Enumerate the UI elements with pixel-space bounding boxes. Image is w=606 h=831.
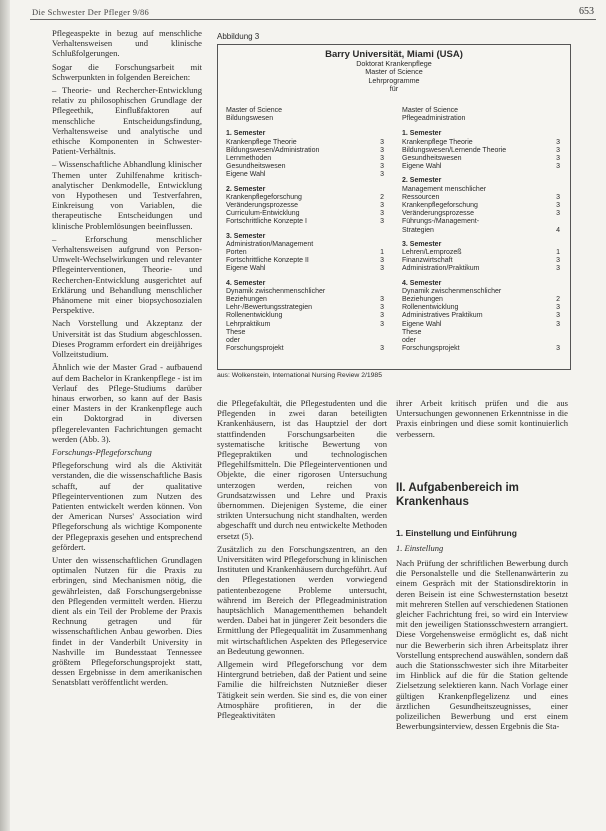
course-row (402, 321, 560, 329)
course-hours: 3 (556, 146, 560, 154)
program-line: Master of Science (402, 107, 459, 114)
paragraph: Allgemein wird Pflegeforschung vor dem Hintergrund betrieben, daß der Patient und seine Familie die hilfreichsten Nutznießer dieser Tätigkeit sein werden. Sie sind es, die von einer Atmosphäre profitieren, in der die Pflegeaktivitäten (217, 659, 387, 721)
course-row (226, 312, 384, 320)
semester-list (226, 130, 384, 353)
text-column-2 (217, 398, 387, 723)
course-hours: 4 (556, 226, 560, 234)
course-row (402, 257, 560, 265)
course-row (402, 345, 560, 353)
course-row (402, 139, 560, 147)
course-row (402, 163, 560, 171)
course-name: Strategien (402, 226, 434, 234)
course-row (402, 202, 560, 210)
sub-sub-heading: 1. Einstellung (396, 543, 444, 553)
section-heading: II. Aufgabenbereich im Krankenhaus (396, 482, 519, 508)
paragraph: – Theorie- und Rechercher-Entwicklung relativ zu philosophischen Grundlage der Pflegeethik, Einflußfaktoren auf menschliche Entscheidungsfindung, Verhaltensweise und analytische und ethische Komponenten in Schwester-Patient-Verhältnis. (52, 85, 202, 157)
course-row (226, 304, 384, 312)
course-name: Administration/Praktikum (402, 265, 480, 273)
course-row (402, 186, 560, 194)
course-name: Rollenentwicklung (226, 312, 283, 320)
course-row (226, 265, 384, 273)
semester-title: 4. Semester (226, 279, 266, 287)
course-hours (378, 288, 384, 296)
course-hours (378, 241, 384, 249)
course-name: These (226, 328, 246, 336)
course-row (402, 312, 560, 320)
paragraph: Sogar die Forschungsarbeit mit Schwerpunkten in folgenden Bereichen: (52, 61, 202, 82)
figure-label: Abbildung 3 (217, 32, 260, 41)
course-hours: 1 (380, 249, 384, 257)
course-name: Dynamik zwischenmenschlicher (402, 287, 502, 295)
semester-title: 4. Semester (402, 279, 442, 287)
text-column-3 (396, 398, 568, 442)
course-hours (554, 337, 560, 345)
course-name: Krankenpflegeforschung (402, 202, 478, 210)
semester-block (402, 130, 560, 171)
semester-block (226, 130, 384, 179)
figure-box (217, 44, 571, 370)
course-hours: 3 (556, 304, 560, 312)
course-name: Dynamik zwischenmenschlicher (226, 287, 326, 295)
course-hours: 3 (380, 304, 384, 312)
course-hours (554, 329, 560, 337)
course-name: Veränderungsprozesse (226, 202, 298, 210)
paragraph: ihrer Arbeit kritisch prüfen und die aus Untersuchungen gewonnenen Erkenntnisse in die Praxis einbringen und diese somit kontinuierlich verbessern. (396, 398, 568, 439)
paragraph: Pflegeaspekte in bezug auf menschliche Verhaltensweisen und klinische Schlußfolgerungen. (52, 28, 202, 59)
figure-source: aus: Wolkenstein, International Nursing Review 2/1985 (217, 372, 382, 379)
course-name: Management menschlicher (402, 185, 487, 193)
course-name: Fortschrittliche Konzepte II (226, 257, 309, 265)
course-row (226, 155, 384, 163)
page-spine (0, 0, 10, 831)
semester-block (226, 186, 384, 227)
subtitle-line: Lehrprogramme (368, 75, 420, 85)
course-row (402, 249, 560, 257)
course-hours: 3 (556, 320, 560, 328)
course-hours: 3 (380, 265, 384, 273)
figure-title: Barry Universität, Miami (USA) (325, 49, 463, 60)
semester-block (402, 280, 560, 354)
course-name: Forschungsprojekt (402, 345, 460, 353)
program-title (226, 107, 384, 123)
course-name: Krankenpflege Theorie (402, 138, 473, 146)
course-name: Lehr-/Bewertungsstrategien (226, 304, 312, 312)
semester-title: 2. Semester (226, 185, 266, 193)
course-hours: 3 (556, 210, 560, 218)
course-hours: 3 (556, 163, 560, 171)
text-column-1 (52, 28, 202, 691)
text-column-3b (396, 558, 568, 734)
course-name: Lehrpraktikum (226, 320, 271, 328)
course-hours: 1 (556, 249, 560, 257)
course-name: Lernmethoden (226, 155, 272, 163)
course-hours: 3 (556, 257, 560, 265)
course-hours: 3 (556, 265, 560, 273)
course-hours: 3 (556, 202, 560, 210)
course-hours: 2 (380, 193, 384, 201)
course-name: oder (226, 337, 241, 345)
course-name: Forschungsprojekt (226, 345, 284, 353)
course-name: Gesundheitswesen (402, 155, 462, 163)
course-row (226, 218, 384, 226)
course-row (402, 304, 560, 312)
course-row (402, 147, 560, 155)
course-row (226, 171, 384, 179)
course-row (402, 227, 560, 235)
semester-title: 1. Semester (226, 130, 266, 138)
course-name: Eigene Wahl (402, 320, 442, 328)
course-name: Administratives Praktikum (402, 312, 483, 320)
semester-list (402, 130, 560, 353)
course-row (226, 194, 384, 202)
course-row (226, 296, 384, 304)
sub-heading: 1. Einstellung und Einführung (396, 528, 517, 538)
paragraph: Pflegeforschung wird als die Aktivität verstanden, die die wissenschaftliche Basis schafft, auf der qualitative Pflegeinterventionen zum Nutzen des Patienten entwickelt werden können. Von der American Nurses' Association wird Pflegeforschung als wichtige Komponente der Pflegepraxis gesehen und entsprechend gefördert. (52, 460, 202, 552)
course-name: Führungs-/Management- (402, 218, 480, 226)
semester-block (402, 177, 560, 234)
course-hours (378, 329, 384, 337)
course-row (402, 337, 560, 345)
semester-block (226, 233, 384, 274)
course-row (402, 288, 560, 296)
course-name: Beziehungen (402, 296, 443, 304)
course-row (402, 296, 560, 304)
course-name: Krankenpflege Theorie (226, 138, 297, 146)
course-name: Beziehungen (226, 296, 267, 304)
semester-block (402, 241, 560, 274)
header-rule (30, 19, 596, 20)
semester-title: 3. Semester (226, 232, 266, 240)
paragraph: Nach Prüfung der schriftlichen Bewerbung durch die Personalstelle und die Stellenanwärterin zu einem Gespräch mit der Stationsdirektorin in deren Beisein ist eine Schwesternstation besetzt mit mehreren Stellen auf verschiedenen Stationen gleicher Fachrichtung frei, so wird ein Interview mit den jeweiligen Stationsschwestern arrangiert. Diese Vorgehensweise ermöglicht es, daß nicht nur die Bewerberin sich ihren Arbeitsplatz ihrer Vorstellung entsprechend auswählen, sondern daß auch die Stationsschwester sich ihre Mitarbeiter im Hinblick auf die für die Station geltende Zielsetzung selektieren kann. Nach Vorlage einer gültigen Krankenpflegelizenz und eines ärztlichen Gesundheitszeugnisses, einer polizeilichen Bewerbung und erst einem Bewerbungsinterview, dessen Ergebnis die Sta- (396, 558, 568, 732)
course-row (402, 194, 560, 202)
program-line: Pflegeadministration (402, 115, 466, 123)
course-row (402, 218, 560, 226)
semester-title: 3. Semester (402, 240, 442, 248)
paragraph: Unter den wissenschaftlichen Grundlagen optimalen Nutzen für die Praxis zu erbringen, sind Mechanismen nötig, die gewährleisten, daß Forschungsergebnisse den Pflegenden vermittelt werden. Hierzu dient als ein Teil der Probleme der Praxis Rechnung getragen und für wissenschaftlichen Anbau geworben. Dies findet in der Vanderbilt University in Nashville im Bundesstaat Tennessee größtem Pflegeforschungsprojekt statt, dessen Ergebnisse in dem amerikanischen Senatsblatt veröffentlicht werden. (52, 554, 202, 688)
course-hours (554, 218, 560, 226)
course-hours: 3 (556, 138, 560, 146)
course-name: Krankenpflegeforschung (226, 193, 302, 201)
course-hours: 3 (380, 296, 384, 304)
course-row (402, 329, 560, 337)
paragraph: Zusätzlich zu den Forschungszentren, an den Universitäten wird Pflegeforschung in klinischen Instituten und Krankenhäusern durchgeführt. Auf den Pflegestationen werden vorwiegend patientenbezogene Probleme untersucht, während im Bereich der Pflegeadministration hauptsächlich Managementthemen behandelt werden. Dabei hat in jüngerer Zeit besonders die Ermittlung der Pflegequalität im Zusammenhang mit wirtschaftlichen Aspekten des Pflegeservice an Bedeutung gewonnen. (217, 543, 387, 656)
course-row (226, 321, 384, 329)
paragraph: die Pflegefakultät, die Pflegestudenten und die Pflegenden in zwei daran beteiligten Krankenhäusern, ist das Hauptziel der dort stattfindenden Forschungsarbeiten die systematische kritische Bewertung von Pflegepraktiken und technologischen Pflegehilfsmitteln. Die Pflegeinterventionen und Objekte, die einer rigorosen Untersuchung unterzogen werden, reichen von Grundsatzwissen und Lehre und Praxis übernommen. Diejenigen Systeme, die einer strikten Untersuchung nicht standhalten, werden abgeschafft und durch neu entwickelte Methoden ersetzt (5). (217, 398, 387, 541)
course-hours: 3 (380, 312, 384, 320)
program-title (402, 107, 560, 123)
paragraph: – Erforschung menschlicher Verhaltensweisen aufgrund von Person-Umwelt-Wechselwirkungen und relevanter Pflegeinterventionen, Theorie- und Recherchen-Entwicklung ausgerichtet auf Erklärung und Behandlung menschlicher Phänomene mit einer biopsychosozialen Perspektive. (52, 233, 202, 316)
course-row (226, 329, 384, 337)
course-row (402, 155, 560, 163)
course-name: Eigene Wahl (402, 163, 442, 171)
course-hours: 3 (556, 345, 560, 353)
paragraph: Nach Vorstellung und Akzeptanz der Universität ist das Studium abgeschlossen. Dieses Programm erfordert ein dreijähriges Vollzeitstudium. (52, 318, 202, 360)
course-row (226, 163, 384, 171)
course-hours: 3 (380, 202, 384, 210)
course-row (402, 265, 560, 273)
running-header: Die Schwester Der Pfleger 9/86 (32, 7, 150, 17)
course-name: Eigene Wahl (226, 265, 266, 273)
course-row (226, 210, 384, 218)
course-row (226, 241, 384, 249)
course-name: Bildungswesen/Administration (226, 146, 320, 154)
course-hours: 3 (380, 218, 384, 226)
course-hours (378, 337, 384, 345)
course-hours (554, 288, 560, 296)
program-line: Bildungswesen (226, 115, 274, 123)
program-line: Master of Science (226, 107, 283, 114)
course-name: These (402, 328, 422, 336)
course-name: Lehren/Lernprozeß (402, 249, 462, 257)
course-row (226, 288, 384, 296)
course-name: oder (402, 337, 417, 345)
course-row (226, 345, 384, 353)
program-column-right (402, 107, 560, 359)
semester-block (226, 280, 384, 354)
course-hours: 3 (380, 210, 384, 218)
course-hours: 3 (380, 257, 384, 265)
course-row (226, 147, 384, 155)
course-name: Curriculum-Entwicklung (226, 210, 300, 218)
course-row (226, 202, 384, 210)
course-hours: 2 (556, 296, 560, 304)
course-row (226, 139, 384, 147)
course-name: Ressourcen (402, 193, 440, 201)
course-hours: 3 (380, 171, 384, 179)
paragraph: Ähnlich wie der Master Grad - aufbauend auf dem Bachelor in Krankenpflege - ist im Verlauf des Pflege-Studiums darüber hinaus erworben, so kann auf der Basis einer Masters in der Krankenpflege auch ein Doktorgrad in diversen pflegerelevanten Fachrichtungen gemacht werden (Abb. 3). (52, 362, 202, 444)
course-hours: 3 (556, 155, 560, 163)
course-row (226, 337, 384, 345)
course-hours: 3 (380, 155, 384, 163)
course-row (226, 257, 384, 265)
subtitle-line: für (389, 84, 399, 94)
course-hours: 3 (380, 320, 384, 328)
course-hours: 3 (556, 312, 560, 320)
sub-heading: Forschungs-Pflegeforschung (52, 446, 152, 457)
subtitle-line: Master of Science (365, 67, 423, 77)
course-hours (554, 186, 560, 194)
course-name: Fortschrittliche Konzepte I (226, 218, 307, 226)
course-name: Administration/Management (226, 240, 314, 248)
course-name: Gesundheitswesen (226, 163, 286, 171)
semester-title: 2. Semester (402, 177, 442, 185)
course-name: Rollenentwicklung (402, 304, 459, 312)
paragraph: – Wissenschaftliche Abhandlung klinischer Themen unter Zuhilfenahme kritisch-analytischer Denkmodelle, Entwicklung von Hypothesen und Testverfahren, Einkreisung von Variablen, die therapeutische Entscheidungen und klinische Problemlösungen beeinflussen. (52, 159, 202, 231)
semester-title: 1. Semester (402, 130, 442, 138)
course-name: Eigene Wahl (226, 171, 266, 179)
program-column-left (226, 107, 384, 359)
course-row (226, 249, 384, 257)
course-hours: 3 (380, 163, 384, 171)
figure-subtitle (218, 60, 570, 94)
course-hours: 3 (380, 345, 384, 353)
course-row (402, 210, 560, 218)
course-name: Veränderungsprozesse (402, 210, 474, 218)
course-name: Finanzwirtschaft (402, 257, 453, 265)
page-number: 653 (579, 6, 594, 17)
course-hours: 3 (380, 138, 384, 146)
subtitle-line: Doktorat Krankenpflege (356, 59, 432, 68)
course-hours: 3 (380, 146, 384, 154)
course-name: Porten (226, 249, 247, 257)
course-name: Bildungswesen/Lernende Theorie (402, 146, 507, 154)
course-hours: 3 (556, 193, 560, 201)
